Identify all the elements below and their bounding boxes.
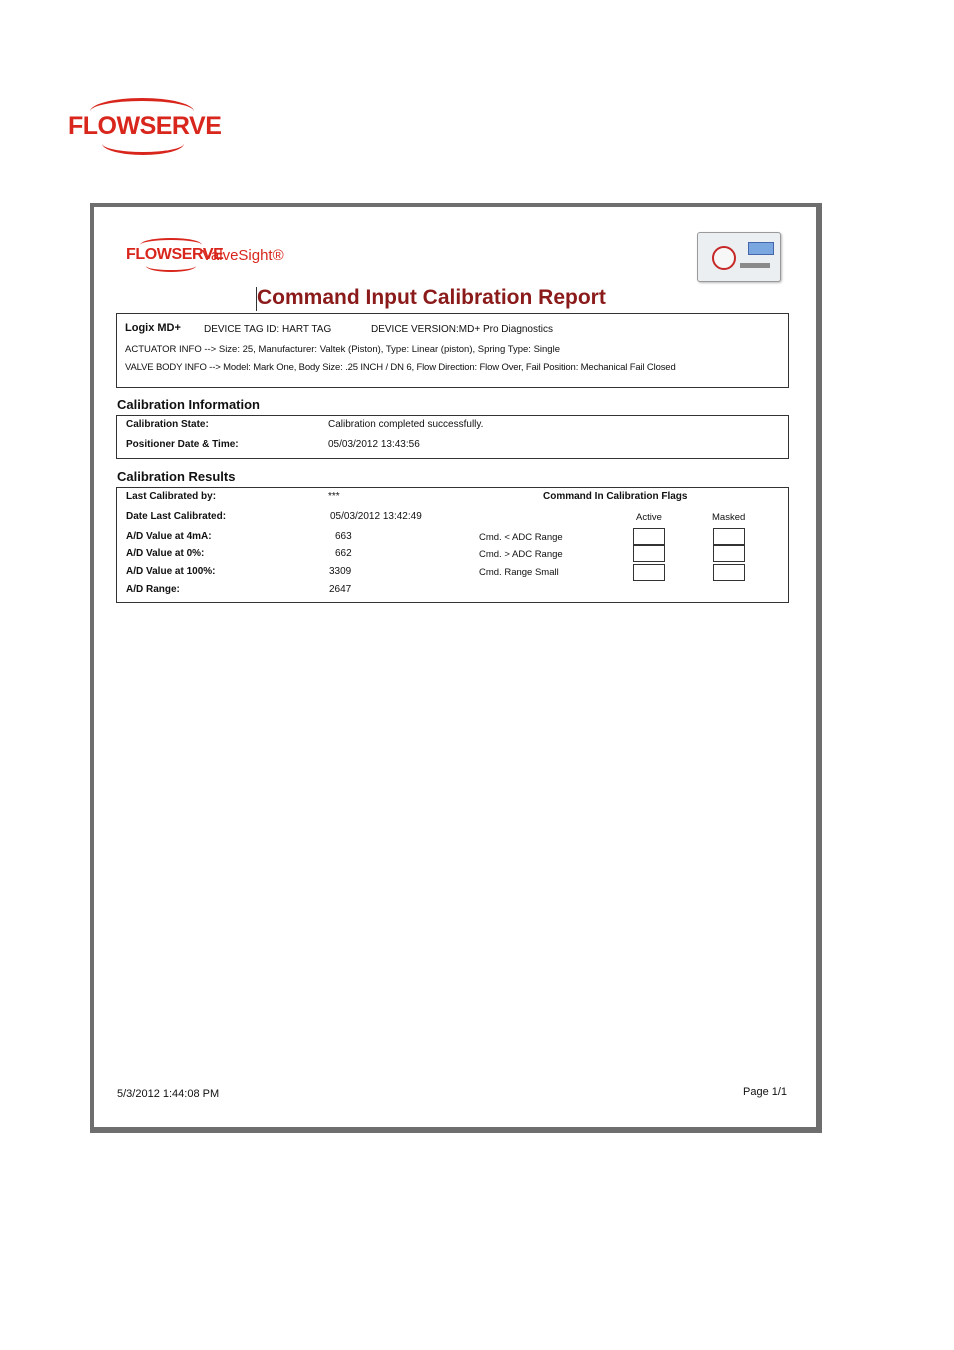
logo-wordmark: FLOWSERVE: [126, 246, 224, 263]
device-model: Logix MD+: [125, 322, 181, 334]
logo-swoosh-bottom: [102, 132, 184, 155]
actuator-info: ACTUATOR INFO --> Size: 25, Manufacturer: Valtek (Piston), Type: Linear (piston), Spring Type: Single: [125, 344, 560, 355]
ad-range-value: 2647: [329, 584, 352, 595]
positioner-datetime-label: Positioner Date & Time:: [126, 439, 239, 450]
calibration-flags-heading: Command In Calibration Flags: [543, 491, 688, 502]
flag-above-range-active-checkbox: [633, 545, 665, 562]
device-tag-id: DEVICE TAG ID: HART TAG: [204, 324, 332, 335]
device-version: DEVICE VERSION:MD+ Pro Diagnostics: [371, 324, 553, 335]
ad-100pct-label: A/D Value at 100%:: [126, 566, 216, 577]
flag-above-range-masked-checkbox: [713, 545, 745, 562]
valve-body-info: VALVE BODY INFO --> Model: Mark One, Body Size: .25 INCH / DN 6, Flow Direction: Flow Over, Fail Position: Mechanical Fail Closed: [125, 362, 676, 373]
positioner-datetime-value: 05/03/2012 13:43:56: [328, 439, 420, 450]
flag-label-range-small: Cmd. Range Small: [479, 567, 559, 578]
calibration-state-value: Calibration completed successfully.: [328, 419, 484, 430]
flags-active-header: Active: [636, 512, 662, 523]
device-label-icon: [740, 263, 770, 268]
ad-0pct-value: 662: [335, 548, 352, 559]
date-last-calibrated-value: 05/03/2012 13:42:49: [330, 511, 422, 522]
logo-swoosh-bottom: [146, 260, 196, 272]
ad-range-label: A/D Range:: [126, 584, 180, 595]
page-number: Page 1/1: [743, 1086, 788, 1098]
calibration-results-box: [116, 487, 789, 603]
logo-wordmark: FLOWSERVE: [68, 112, 222, 140]
flag-label-below-range: Cmd. < ADC Range: [479, 532, 563, 543]
ad-4ma-label: A/D Value at 4mA:: [126, 531, 212, 542]
flag-label-above-range: Cmd. > ADC Range: [479, 549, 563, 560]
ad-0pct-label: A/D Value at 0%:: [126, 548, 205, 559]
product-name: ValveSight®: [202, 247, 284, 264]
printed-timestamp: 5/3/2012 1:44:08 PM: [117, 1088, 220, 1100]
device-display-icon: [748, 242, 774, 255]
flag-below-range-active-checkbox: [633, 528, 665, 545]
date-last-calibrated-label: Date Last Calibrated:: [126, 511, 227, 522]
last-calibrated-by-label: Last Calibrated by:: [126, 491, 217, 502]
ad-100pct-value: 3309: [329, 566, 352, 577]
report-title: Command Input Calibration Report: [257, 286, 606, 309]
flag-range-small-masked-checkbox: [713, 564, 745, 581]
calibration-results-heading: Calibration Results: [117, 469, 236, 484]
ad-4ma-value: 663: [335, 531, 352, 542]
device-dial-icon: [712, 246, 736, 270]
calibration-state-label: Calibration State:: [126, 419, 209, 430]
flowserve-logo: [68, 98, 222, 156]
last-calibrated-by-value: ***: [328, 491, 340, 502]
flag-range-small-active-checkbox: [633, 564, 665, 581]
positioner-device-image: [697, 232, 781, 282]
flag-below-range-masked-checkbox: [713, 528, 745, 545]
valvesight-logo: [126, 238, 346, 272]
calibration-information-heading: Calibration Information: [117, 397, 260, 412]
flags-masked-header: Masked: [712, 512, 746, 523]
